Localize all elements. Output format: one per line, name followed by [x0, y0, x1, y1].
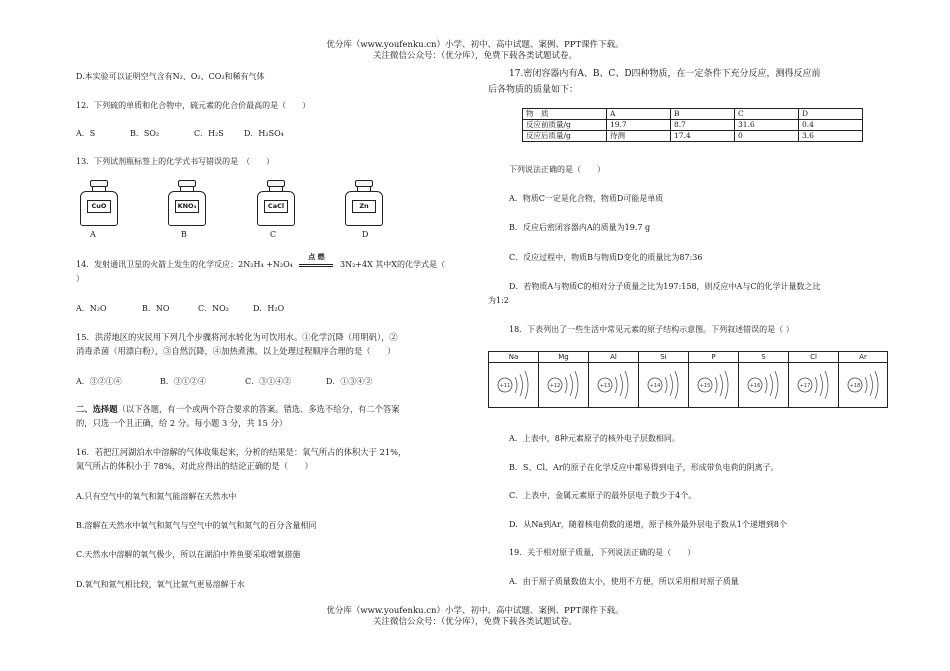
- table-row: [523, 109, 863, 120]
- atom-symbol: Si: [639, 352, 688, 363]
- table-row: [523, 131, 863, 142]
- q16-line-2: 氮气所占的体积小于 78%，对此应得出的结论正确的是（ ）: [76, 461, 313, 471]
- atom-diagram-na: [493, 366, 535, 404]
- atom-symbol: Mg: [539, 352, 588, 363]
- q16-option-d: D.氧气和氮气相比较，氧气比氮气更易溶解于水: [76, 580, 245, 589]
- q15-line-2: 消毒杀菌（用漂白粉），③自然沉降，④加热煮沸。以上处理过程顺序合理的是（ ）: [76, 346, 396, 356]
- q18-stem: 18．下表列出了一些生活中常见元素的原子结构示意图。下列叙述错误的是（ ）: [509, 325, 794, 334]
- atom-symbol: Ar: [839, 352, 887, 363]
- footer-line-2: 关注微信公众号：（优分库），免费下载各类试题试卷。: [372, 617, 577, 627]
- atom-nucleus: +11: [499, 383, 511, 389]
- q17-prompt: 下列说法正确的是（ ）: [509, 165, 605, 174]
- atom-symbol: Na: [489, 352, 538, 363]
- table-cell: 0: [735, 131, 799, 142]
- reagent-bottle-c: [257, 180, 295, 226]
- q15-option-b: B．③①②④: [160, 377, 206, 386]
- q14-stem: [76, 252, 446, 270]
- q12-stem: 12．下列硫的单质和化合物中，硫元素的化合价最高的是（ ）: [76, 101, 311, 110]
- q17-option-c: C．反应过程中，物质B与物质D变化的质量比为87:36: [509, 253, 703, 262]
- q14-stem-part-a: 14．发射通讯卫星的火箭上发生的化学反应：2N₂H₄ +N₂O₄: [76, 260, 293, 269]
- atom-nucleus: +12: [549, 383, 561, 389]
- q11-option-d: D.本实验可以证明空气含有N₂、O₂、CO₂和稀有气体: [76, 72, 265, 81]
- q19-stem: 19．关于相对原子质量，下列说法正确的是（ ）: [509, 548, 696, 557]
- table-cell: 物 质: [523, 109, 607, 120]
- table-cell: 8.7: [671, 120, 735, 131]
- header-line-2: 关注微信公众号：（优分库），免费下载各类试题试卷。: [372, 51, 577, 61]
- bottle-letter-b: B: [181, 230, 187, 239]
- q12-option-b: B．SO₂: [130, 129, 160, 138]
- atom-diagram-al: [593, 366, 635, 404]
- q17-line-1: 17.密闭容器内有A、B、C、D四种物质，在一定条件下充分反应，测得反应前: [509, 69, 821, 79]
- q17-line-2: 后各物质的质量如下：: [488, 85, 579, 95]
- atom-cell-al: [589, 352, 639, 407]
- bottle-label-b: KNO₃: [175, 200, 199, 213]
- section-2-heading: [76, 404, 400, 415]
- q15-line-1: 15．洪涝地区的灾民用下列几个步骤将河水转化为可饮用水。①化学沉降（用明矾），②: [76, 332, 398, 342]
- q18-option-d: D．从Na到Ar，随着核电荷数的递增，原子核外最外层电子数从1个递增到8个: [509, 520, 787, 529]
- table-cell: 待测: [607, 131, 671, 142]
- q17-option-d-cont: 为1:2: [488, 296, 509, 305]
- atom-nucleus: +13: [599, 383, 611, 389]
- atom-nucleus: +16: [749, 383, 761, 389]
- q16-line-1: 16．若把江河湖泊水中溶解的气体收集起来，分析的结果是：氧气所占的体积大于 21%，: [76, 447, 407, 457]
- bottle-letter-a: A: [90, 230, 96, 239]
- bottle-letter-d: D: [362, 230, 369, 239]
- atom-diagram-cl: [793, 366, 835, 404]
- q14-option-a: A．N₂O: [76, 304, 107, 313]
- q15-option-a: A．③②①④: [76, 377, 122, 386]
- table-cell: B: [671, 109, 735, 120]
- table-cell: 反应后质量/g: [523, 131, 607, 142]
- bottle-label-c: CaCl: [264, 200, 288, 213]
- atom-nucleus: +18: [849, 383, 861, 389]
- table-cell: 31.6: [735, 120, 799, 131]
- table-cell: 3.6: [799, 131, 863, 142]
- footer-line-1: 优分库（www.youfenku.cn）小学、初中、高中试题、案例、PPT课件下载。: [326, 606, 624, 616]
- atom-diagram-s: [743, 366, 785, 404]
- q12-option-c: C．H₂S: [194, 129, 224, 138]
- atom-nucleus: +15: [699, 383, 711, 389]
- atom-cell-na: [489, 352, 539, 407]
- reagent-bottle-b: [168, 180, 206, 226]
- q15-option-c: C．③①④②: [245, 377, 292, 386]
- mass-table: [522, 108, 863, 142]
- atom-cell-si: [639, 352, 689, 407]
- section-2-title: 二、选择题: [76, 404, 118, 414]
- q18-option-c: C．上表中，金属元素原子的最外层电子数少于4个。: [509, 491, 697, 500]
- q18-option-b: B．S、Cl、Ar的原子在化学反应中都易得到电子，形成带负电荷的阴离子。: [509, 463, 779, 472]
- table-cell: C: [735, 109, 799, 120]
- atom-structure-table: [488, 351, 888, 408]
- atom-cell-cl: [789, 352, 839, 407]
- q14-stem-close: ）: [76, 274, 84, 283]
- table-cell: 17.4: [671, 131, 735, 142]
- atom-diagram-ar: [843, 366, 885, 404]
- q17-option-a: A．物质C一定是化合物，物质D可能是单质: [509, 194, 664, 203]
- bottle-label-d: Zn: [352, 200, 376, 213]
- q15-option-d: D．①③④②: [326, 377, 373, 386]
- q13-stem: 13．下列试剂瓶标签上的化学式书写错误的是 （ ）: [76, 157, 275, 166]
- q14-stem-part-b: 3N₂+4X 其中X的化学式是（: [339, 260, 446, 269]
- table-row: [523, 120, 863, 131]
- q14-option-c: C．NO₂: [198, 304, 229, 313]
- section-2-line-1: （以下各题，有一个或两个符合要求的答案。错选、多选不给分，有二个答案: [117, 404, 400, 414]
- atom-symbol: Al: [589, 352, 638, 363]
- q14-option-d: D．H₂O: [253, 304, 285, 313]
- q12-option-a: A．S: [76, 129, 96, 138]
- q18-option-a: A．上表中，8种元素原子的核外电子层数相同。: [509, 434, 680, 443]
- atom-symbol: Cl: [789, 352, 838, 363]
- header-line-1: 优分库（www.youfenku.cn）小学、初中、高中试题、案例、PPT课件下载。: [326, 40, 624, 50]
- atom-symbol: P: [689, 352, 738, 363]
- bottle-label-a: CuO: [87, 200, 111, 213]
- table-cell: 0.4: [799, 120, 863, 131]
- reagent-bottle-a: [80, 180, 118, 226]
- reaction-arrow: [297, 252, 335, 270]
- q16-option-b: B.溶解在天然水中氧气和氮气与空气中的氧气和氮气的百分含量相同: [76, 521, 317, 530]
- atom-diagram-mg: [543, 366, 585, 404]
- table-cell: 反应前质量/g: [523, 120, 607, 131]
- atom-diagram-si: [643, 366, 685, 404]
- bottle-letter-c: C: [270, 230, 277, 239]
- reagent-bottle-d: [345, 180, 383, 226]
- atom-nucleus: +14: [649, 383, 661, 389]
- atom-cell-s: [739, 352, 789, 407]
- atom-symbol: S: [739, 352, 788, 363]
- q17-option-b: B．反应后密闭容器内A的质量为19.7 g: [509, 223, 651, 232]
- section-2-line-2: 的，只选一个且正确，给 2 分。每小题 3 分，共 15 分）: [76, 418, 288, 428]
- q12-option-d: D．H₂SO₄: [244, 129, 284, 138]
- atom-nucleus: +17: [799, 383, 811, 389]
- atom-cell-mg: [539, 352, 589, 407]
- table-cell: A: [607, 109, 671, 120]
- page-header: [0, 40, 950, 62]
- q19-option-a: A．由于原子质量数值太小，使用不方便，所以采用相对原子质量: [509, 577, 739, 586]
- atom-cell-ar: [839, 352, 887, 407]
- q16-option-c: C.天然水中溶解的氧气极少，所以在湖泊中养鱼要采取增氧措施: [76, 550, 301, 559]
- page-footer: [0, 606, 950, 628]
- atom-cell-p: [689, 352, 739, 407]
- q14-option-b: B．NO: [142, 304, 170, 313]
- atom-diagram-p: [693, 366, 735, 404]
- q17-option-d: D．若物质A与物质C的相对分子质量之比为197:158，则反应中A与C的化学计量数之比: [509, 282, 821, 291]
- table-cell: D: [799, 109, 863, 120]
- q16-option-a: A.只有空气中的氧气和氮气能溶解在天然水中: [76, 492, 237, 501]
- table-cell: 19.7: [607, 120, 671, 131]
- reaction-condition: 点 燃: [308, 252, 325, 261]
